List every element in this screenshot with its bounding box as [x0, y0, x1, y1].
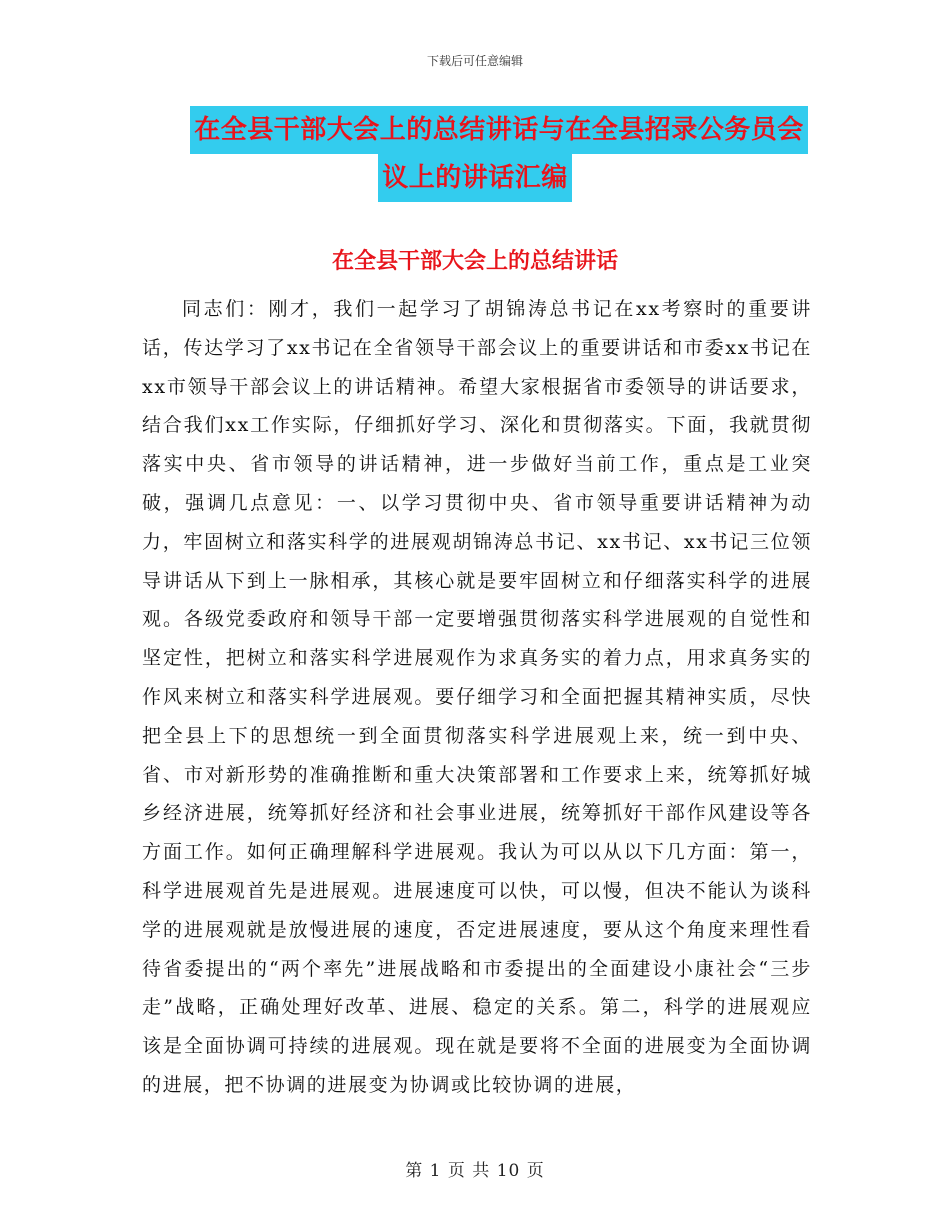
- section-title: 在全县干部大会上的总结讲话: [331, 248, 618, 274]
- body-paragraph: 同志们：刚才，我们一起学习了胡锦涛总书记在xx考察时的重要讲话，传达学习了xx书记在全省领导干部会议上的重要讲话和市委xx书记在xx市领导干部会议上的讲话精神。希望大家根据省市委领导的讲话要求，结合我们xx工作实际，仔细抓好学习、深化和贯彻落实。下面，我就贯彻落实中央、省市领导的讲话精神，进一步做好当前工作，重点是工业突破，强调几点意见：一、以学习贯彻中央、省市领导重要讲话精神为动力，牢固树立和落实科学的进展观胡锦涛总书记、xx书记、xx书记三位领导讲话从下到上一脉相承，其核心就是要牢固树立和仔细落实科学的进展观。各级党委政府和领导干部一定要增强贯彻落实科学进展观的自觉性和坚定性，把树立和落实科学进展观作为求真务实的着力点，用求真务实的作风来树立和落实科学进展观。要仔细学习和全面把握其精神实质，尽快把全县上下的思想统一到全面贯彻落实科学进展观上来，统一到中央、省、市对新形势的准确推断和重大决策部署和工作要求上来，统筹抓好城乡经济进展，统筹抓好经济和社会事业进展，统筹抓好干部作风建设等各方面工作。如何正确理解科学进展观。我认为可以从以下几方面：第一，科学进展观首先是进展观。进展速度可以快，可以慢，但决不能认为谈科学的进展观就是放慢进展的速度，否定进展速度，要从这个角度来理性看待省委提出的“两个率先”进展战略和市委提出的全面建设小康社会“三步走”战略，正确处理好改革、进展、稳定的关系。第二，科学的进展观应该是全面协调可持续的进展观。现在就是要将不全面的进展变为全面协调的进展，把不协调的进展变为协调或比较协调的进展，: [142, 298, 812, 1096]
- document-title-line-2: 议上的讲话汇编: [378, 154, 572, 202]
- document-title-line-1: 在全县干部大会上的总结讲话与在全县招录公务员会: [190, 106, 808, 154]
- header-note: 下载后可任意编辑: [426, 54, 523, 68]
- document-title: [0, 106, 950, 202]
- page-footer: 第 1 页 共 10 页: [405, 1161, 545, 1181]
